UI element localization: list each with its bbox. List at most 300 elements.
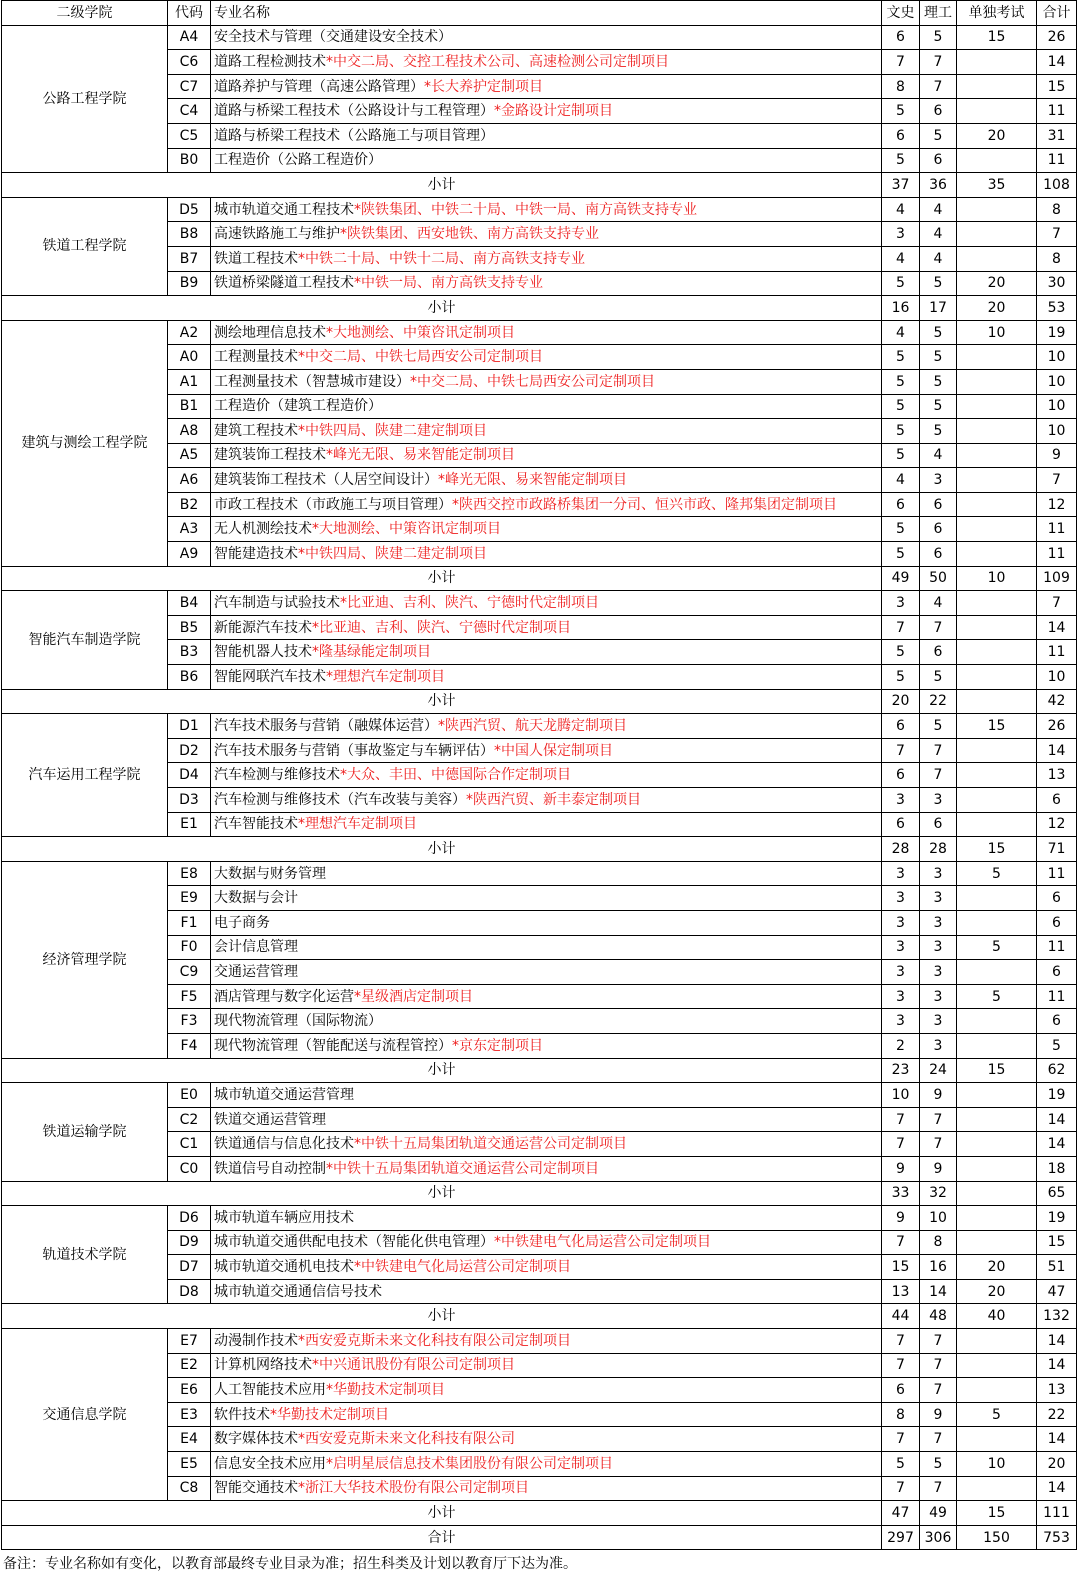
wen-count: 3 <box>882 960 920 985</box>
college-name: 建筑与测绘工程学院 <box>2 320 168 566</box>
major-code: B1 <box>168 394 211 419</box>
dan-count: 20 <box>957 271 1037 296</box>
major-name-cell <box>211 738 882 763</box>
li-count: 5 <box>920 714 957 739</box>
dan-count <box>957 468 1037 493</box>
li-count: 8 <box>920 1230 957 1255</box>
table-row <box>2 1083 1077 1108</box>
major-name: 城市轨道交通机电技术 <box>214 1259 354 1276</box>
li-count: 6 <box>920 148 957 173</box>
subtotal-total: 53 <box>1037 296 1077 321</box>
table-row <box>2 1206 1077 1231</box>
major-name-cell <box>211 1452 882 1477</box>
major-name-cell <box>211 1156 882 1181</box>
wen-count: 7 <box>882 1476 920 1501</box>
dan-count <box>957 1206 1037 1231</box>
partner-note: *理想汽车定制项目 <box>326 668 445 685</box>
partner-note: *中铁建电气化局运营公司定制项目 <box>354 1259 571 1276</box>
header-code: 代码 <box>168 1 211 26</box>
li-count: 3 <box>920 935 957 960</box>
major-name-cell <box>211 394 882 419</box>
row-total: 14 <box>1037 738 1077 763</box>
major-name-cell <box>211 1083 882 1108</box>
major-name-cell <box>211 222 882 247</box>
college-name: 智能汽车制造学院 <box>2 591 168 689</box>
major-name-cell <box>211 1230 882 1255</box>
college-name: 铁道工程学院 <box>2 197 168 295</box>
major-name-cell <box>211 984 882 1009</box>
partner-note: *中铁十五局集团轨道交通运营公司定制项目 <box>326 1160 599 1177</box>
wen-count: 4 <box>882 320 920 345</box>
major-name-cell <box>211 443 882 468</box>
partner-note: *中国人保定制项目 <box>494 742 613 759</box>
dan-count: 20 <box>957 1255 1037 1280</box>
major-code: A4 <box>168 25 211 50</box>
major-name: 高速铁路施工与维护 <box>214 226 340 243</box>
major-name-cell <box>211 74 882 99</box>
major-name: 酒店管理与数字化运营 <box>214 988 354 1005</box>
row-total: 14 <box>1037 1132 1077 1157</box>
subtotal-wen: 23 <box>882 1058 920 1083</box>
row-total: 14 <box>1037 1476 1077 1501</box>
dan-count <box>957 197 1037 222</box>
dan-count <box>957 665 1037 690</box>
wen-count: 5 <box>882 369 920 394</box>
li-count: 7 <box>920 1132 957 1157</box>
major-name: 建筑装饰工程技术（人居空间设计） <box>214 472 438 489</box>
major-name: 汽车检测与维修技术（汽车改装与美容） <box>214 791 466 808</box>
major-code: E6 <box>168 1378 211 1403</box>
major-code: E2 <box>168 1353 211 1378</box>
wen-count: 6 <box>882 123 920 148</box>
li-count: 5 <box>920 25 957 50</box>
major-name-cell <box>211 419 882 444</box>
wen-count: 6 <box>882 812 920 837</box>
major-code: D9 <box>168 1230 211 1255</box>
major-name-cell <box>211 1402 882 1427</box>
row-total: 6 <box>1037 910 1077 935</box>
dan-count <box>957 542 1037 567</box>
subtotal-dan: 20 <box>957 296 1037 321</box>
major-name-cell <box>211 1353 882 1378</box>
major-code: C1 <box>168 1132 211 1157</box>
major-name-cell <box>211 615 882 640</box>
major-name: 城市轨道交通供配电技术（智能化供电管理） <box>214 1234 494 1251</box>
wen-count: 5 <box>882 1452 920 1477</box>
major-name-cell <box>211 763 882 788</box>
dan-count <box>957 517 1037 542</box>
subtotal-label: 小计 <box>2 689 882 714</box>
subtotal-label: 小计 <box>2 566 882 591</box>
li-count: 5 <box>920 369 957 394</box>
partner-note: *中铁一局、南方高铁支持专业 <box>354 275 543 292</box>
li-count: 4 <box>920 222 957 247</box>
major-name: 工程测量技术（智慧城市建设） <box>214 373 410 390</box>
wen-count: 5 <box>882 99 920 124</box>
major-code: B6 <box>168 665 211 690</box>
subtotal-li: 48 <box>920 1304 957 1329</box>
row-total: 7 <box>1037 222 1077 247</box>
major-name-cell <box>211 369 882 394</box>
li-count: 7 <box>920 738 957 763</box>
major-code: B0 <box>168 148 211 173</box>
major-name: 大数据与会计 <box>214 890 298 907</box>
wen-count: 6 <box>882 25 920 50</box>
major-name: 动漫制作技术 <box>214 1332 298 1349</box>
wen-count: 5 <box>882 443 920 468</box>
partner-note: *中交二局、中铁七局西安公司定制项目 <box>410 373 655 390</box>
major-code: A0 <box>168 345 211 370</box>
dan-count <box>957 50 1037 75</box>
subtotal-total: 65 <box>1037 1181 1077 1206</box>
grand-total-total: 753 <box>1037 1525 1077 1550</box>
partner-note: *中铁四局、陕建二建定制项目 <box>298 422 487 439</box>
li-count: 3 <box>920 861 957 886</box>
dan-count <box>957 1230 1037 1255</box>
dan-count: 20 <box>957 123 1037 148</box>
row-total: 11 <box>1037 517 1077 542</box>
major-name: 城市轨道交通工程技术 <box>214 201 354 218</box>
footnote: 备注：专业名称如有变化，以教育部最终专业目录为准；招生科类及计划以教育厅下达为准。 <box>3 1556 577 1572</box>
major-code: C0 <box>168 1156 211 1181</box>
major-name-cell <box>211 1009 882 1034</box>
dan-count: 5 <box>957 935 1037 960</box>
row-total: 11 <box>1037 542 1077 567</box>
dan-count <box>957 1476 1037 1501</box>
dan-count <box>957 1378 1037 1403</box>
header-college: 二级学院 <box>2 1 168 26</box>
dan-count <box>957 419 1037 444</box>
partner-note: *中交二局、中铁七局西安公司定制项目 <box>298 349 543 366</box>
major-name-cell <box>211 148 882 173</box>
partner-note: *陕西交控市政路桥集团一分司、恒兴市政、隆邦集团定制项目 <box>452 496 837 513</box>
row-total: 11 <box>1037 640 1077 665</box>
partner-note: *京东定制项目 <box>452 1037 543 1054</box>
dan-count <box>957 910 1037 935</box>
subtotal-wen: 20 <box>882 689 920 714</box>
wen-count: 7 <box>882 1353 920 1378</box>
dan-count: 15 <box>957 25 1037 50</box>
major-code: F5 <box>168 984 211 1009</box>
wen-count: 15 <box>882 1255 920 1280</box>
major-name: 汽车检测与维修技术 <box>214 767 340 784</box>
major-code: C6 <box>168 50 211 75</box>
li-count: 7 <box>920 1427 957 1452</box>
row-total: 13 <box>1037 1378 1077 1403</box>
major-code: A9 <box>168 542 211 567</box>
row-total: 11 <box>1037 984 1077 1009</box>
dan-count <box>957 1329 1037 1354</box>
subtotal-total: 42 <box>1037 689 1077 714</box>
major-name: 计算机网络技术 <box>214 1357 312 1374</box>
row-total: 10 <box>1037 665 1077 690</box>
li-count: 7 <box>920 1378 957 1403</box>
major-name: 智能机器人技术 <box>214 644 312 661</box>
dan-count <box>957 345 1037 370</box>
major-name: 测绘地理信息技术 <box>214 324 326 341</box>
partner-note: *星级酒店定制项目 <box>354 988 473 1005</box>
li-count: 4 <box>920 591 957 616</box>
li-count: 6 <box>920 542 957 567</box>
li-count: 6 <box>920 640 957 665</box>
major-name-cell <box>211 1279 882 1304</box>
row-total: 9 <box>1037 443 1077 468</box>
wen-count: 5 <box>882 394 920 419</box>
li-count: 6 <box>920 517 957 542</box>
partner-note: *中铁十五局集团轨道交通运营公司定制项目 <box>354 1136 627 1153</box>
li-count: 7 <box>920 1329 957 1354</box>
subtotal-row <box>2 1501 1077 1526</box>
row-total: 6 <box>1037 1009 1077 1034</box>
major-code: B5 <box>168 615 211 640</box>
li-count: 3 <box>920 468 957 493</box>
major-name-cell <box>211 25 882 50</box>
li-count: 3 <box>920 886 957 911</box>
major-name-cell <box>211 591 882 616</box>
row-total: 5 <box>1037 1033 1077 1058</box>
major-name: 铁道信号自动控制 <box>214 1160 326 1177</box>
major-code: B3 <box>168 640 211 665</box>
major-code: E3 <box>168 1402 211 1427</box>
major-code: C4 <box>168 99 211 124</box>
row-total: 51 <box>1037 1255 1077 1280</box>
major-name-cell <box>211 1427 882 1452</box>
major-code: B7 <box>168 246 211 271</box>
row-total: 10 <box>1037 394 1077 419</box>
dan-count <box>957 1353 1037 1378</box>
dan-count <box>957 812 1037 837</box>
dan-count <box>957 492 1037 517</box>
wen-count: 6 <box>882 763 920 788</box>
college-name: 公路工程学院 <box>2 25 168 173</box>
wen-count: 7 <box>882 738 920 763</box>
major-name-cell <box>211 714 882 739</box>
row-total: 10 <box>1037 369 1077 394</box>
partner-note: *比亚迪、吉利、陕汽、宁德时代定制项目 <box>340 595 599 612</box>
li-count: 6 <box>920 812 957 837</box>
major-name-cell <box>211 1255 882 1280</box>
dan-count: 5 <box>957 984 1037 1009</box>
wen-count: 7 <box>882 1427 920 1452</box>
header-name: 专业名称 <box>211 1 882 26</box>
major-code: C9 <box>168 960 211 985</box>
major-code: D7 <box>168 1255 211 1280</box>
major-name-cell <box>211 812 882 837</box>
major-name: 道路与桥梁工程技术（公路施工与项目管理） <box>214 127 494 144</box>
partner-note: *中铁建电气化局运营公司定制项目 <box>494 1234 711 1251</box>
major-name: 无人机测绘技术 <box>214 521 312 538</box>
major-name: 汽车技术服务与营销（融媒体运营） <box>214 718 438 735</box>
major-name-cell <box>211 197 882 222</box>
major-code: E4 <box>168 1427 211 1452</box>
major-name-cell <box>211 640 882 665</box>
row-total: 8 <box>1037 246 1077 271</box>
dan-count <box>957 738 1037 763</box>
li-count: 6 <box>920 99 957 124</box>
row-total: 15 <box>1037 1230 1077 1255</box>
dan-count <box>957 1033 1037 1058</box>
major-code: D2 <box>168 738 211 763</box>
li-count: 14 <box>920 1279 957 1304</box>
major-name: 智能建造技术 <box>214 545 298 562</box>
dan-count: 20 <box>957 1279 1037 1304</box>
wen-count: 5 <box>882 148 920 173</box>
dan-count: 10 <box>957 1452 1037 1477</box>
row-total: 19 <box>1037 1083 1077 1108</box>
college-name: 铁道运输学院 <box>2 1083 168 1181</box>
wen-count: 5 <box>882 271 920 296</box>
dan-count <box>957 1009 1037 1034</box>
li-count: 5 <box>920 419 957 444</box>
major-name: 智能交通技术 <box>214 1480 298 1497</box>
partner-note: *西安爱克斯未来文化科技有限公司定制项目 <box>298 1332 571 1349</box>
major-name: 现代物流管理（国际物流） <box>214 1013 382 1030</box>
subtotal-wen: 44 <box>882 1304 920 1329</box>
major-name-cell <box>211 861 882 886</box>
row-total: 30 <box>1037 271 1077 296</box>
wen-count: 7 <box>882 50 920 75</box>
partner-note: *华勤技术定制项目 <box>270 1406 389 1423</box>
grand-total-label: 合计 <box>2 1525 882 1550</box>
major-name-cell <box>211 320 882 345</box>
major-name: 建筑工程技术 <box>214 422 298 439</box>
row-total: 10 <box>1037 345 1077 370</box>
major-name: 建筑装饰工程技术 <box>214 447 326 464</box>
subtotal-label: 小计 <box>2 837 882 862</box>
major-name: 交通运营管理 <box>214 963 298 980</box>
row-total: 22 <box>1037 1402 1077 1427</box>
wen-count: 9 <box>882 1206 920 1231</box>
major-code: A1 <box>168 369 211 394</box>
partner-note: *长大养护定制项目 <box>424 78 543 95</box>
major-name-cell <box>211 246 882 271</box>
major-name: 铁道工程技术 <box>214 250 298 267</box>
row-total: 15 <box>1037 74 1077 99</box>
major-name-cell <box>211 1378 882 1403</box>
dan-count: 5 <box>957 861 1037 886</box>
table-row <box>2 25 1077 50</box>
subtotal-dan <box>957 1181 1037 1206</box>
major-code: B2 <box>168 492 211 517</box>
subtotal-label: 小计 <box>2 1058 882 1083</box>
wen-count: 4 <box>882 246 920 271</box>
subtotal-li: 17 <box>920 296 957 321</box>
major-name: 城市轨道交通通信信号技术 <box>214 1283 382 1300</box>
major-name-cell <box>211 1132 882 1157</box>
wen-count: 4 <box>882 468 920 493</box>
li-count: 4 <box>920 197 957 222</box>
subtotal-li: 22 <box>920 689 957 714</box>
major-code: B8 <box>168 222 211 247</box>
subtotal-total: 71 <box>1037 837 1077 862</box>
major-name-cell <box>211 935 882 960</box>
major-code: A3 <box>168 517 211 542</box>
dan-count <box>957 1083 1037 1108</box>
partner-note: *理想汽车定制项目 <box>298 816 417 833</box>
li-count: 5 <box>920 123 957 148</box>
major-name: 数字媒体技术 <box>214 1431 298 1448</box>
major-name-cell <box>211 492 882 517</box>
partner-note: *峰光无限、易来智能定制项目 <box>438 472 627 489</box>
major-name: 工程测量技术 <box>214 349 298 366</box>
major-name-cell <box>211 788 882 813</box>
subtotal-wen: 33 <box>882 1181 920 1206</box>
row-total: 6 <box>1037 788 1077 813</box>
major-name-cell <box>211 1033 882 1058</box>
subtotal-label: 小计 <box>2 173 882 198</box>
li-count: 7 <box>920 1476 957 1501</box>
row-total: 11 <box>1037 99 1077 124</box>
partner-note: *隆基绿能定制项目 <box>312 644 431 661</box>
li-count: 9 <box>920 1402 957 1427</box>
li-count: 5 <box>920 394 957 419</box>
major-name-cell <box>211 665 882 690</box>
table-body <box>2 25 1077 1550</box>
partner-note: *陕西汽贸、新丰泰定制项目 <box>466 791 641 808</box>
row-total: 13 <box>1037 763 1077 788</box>
wen-count: 7 <box>882 1107 920 1132</box>
major-code: D5 <box>168 197 211 222</box>
li-count: 5 <box>920 271 957 296</box>
li-count: 10 <box>920 1206 957 1231</box>
partner-note: *启明星辰信息技术集团股份有限公司定制项目 <box>326 1455 613 1472</box>
li-count: 7 <box>920 1353 957 1378</box>
li-count: 9 <box>920 1083 957 1108</box>
college-name: 交通信息学院 <box>2 1329 168 1501</box>
row-total: 14 <box>1037 615 1077 640</box>
major-name: 道路工程检测技术 <box>214 53 326 70</box>
row-total: 8 <box>1037 197 1077 222</box>
subtotal-li: 50 <box>920 566 957 591</box>
major-name-cell <box>211 542 882 567</box>
row-total: 26 <box>1037 714 1077 739</box>
dan-count <box>957 74 1037 99</box>
major-name: 汽车制造与试验技术 <box>214 595 340 612</box>
row-total: 11 <box>1037 935 1077 960</box>
major-name: 工程造价（公路工程造价） <box>214 152 382 169</box>
major-code: C2 <box>168 1107 211 1132</box>
major-name: 新能源汽车技术 <box>214 619 312 636</box>
li-count: 4 <box>920 246 957 271</box>
major-name: 铁道通信与信息化技术 <box>214 1136 354 1153</box>
dan-count <box>957 788 1037 813</box>
partner-note: *中铁四局、陕建二建定制项目 <box>298 545 487 562</box>
subtotal-row <box>2 173 1077 198</box>
major-name: 大数据与财务管理 <box>214 865 326 882</box>
subtotal-label: 小计 <box>2 296 882 321</box>
major-code: E0 <box>168 1083 211 1108</box>
wen-count: 3 <box>882 591 920 616</box>
major-name: 信息安全技术应用 <box>214 1455 326 1472</box>
header-li: 理工 <box>920 1 957 26</box>
subtotal-li: 32 <box>920 1181 957 1206</box>
dan-count <box>957 394 1037 419</box>
dan-count: 15 <box>957 714 1037 739</box>
dan-count <box>957 1132 1037 1157</box>
row-total: 12 <box>1037 812 1077 837</box>
li-count: 5 <box>920 665 957 690</box>
dan-count <box>957 763 1037 788</box>
college-name: 汽车运用工程学院 <box>2 714 168 837</box>
subtotal-label: 小计 <box>2 1501 882 1526</box>
subtotal-wen: 37 <box>882 173 920 198</box>
subtotal-dan: 35 <box>957 173 1037 198</box>
major-name-cell <box>211 910 882 935</box>
wen-count: 3 <box>882 886 920 911</box>
college-name: 轨道技术学院 <box>2 1206 168 1304</box>
subtotal-row <box>2 566 1077 591</box>
major-name: 智能网联汽车技术 <box>214 668 326 685</box>
